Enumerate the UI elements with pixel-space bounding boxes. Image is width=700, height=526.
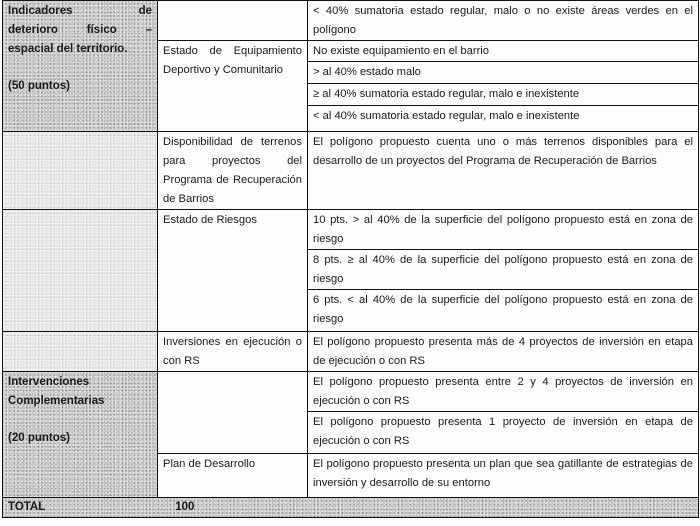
criterion-cell: Disponibilidad de terrenos para proyectos del Programa de Recuperación de Barrios (158, 132, 308, 210)
category-cell-complementarias (3, 372, 158, 498)
table-row (3, 210, 699, 250)
category-points: (20 puntos) (8, 432, 70, 444)
scoring-table (2, 0, 699, 518)
description-cell: El polígono propuesto presenta más de 4 proyectos de inversión en etapa de ejecución o con RS (308, 332, 699, 372)
criterion-cell: Estado de Equipamiento Deportivo y Comunitario (158, 41, 308, 132)
category-cell-empty (3, 132, 158, 210)
criterion-cell: Estado de Riesgos (158, 210, 308, 332)
category-cell-empty (3, 332, 158, 372)
criterion-cell (158, 1, 308, 41)
total-label: TOTAL (8, 501, 46, 513)
category-cell-empty (3, 210, 158, 332)
description-cell: 8 pts. ≥ al 40% de la superficie del polígono propuesto está en zona de riesgo (308, 250, 699, 290)
total-cell (3, 498, 699, 518)
category-title-line: Indicadores de (8, 5, 152, 17)
table-row (3, 372, 699, 412)
category-title-line: espacial del territorio. (8, 43, 128, 55)
description-cell: < al 40% sumatoria estado regular, malo e inexistente (308, 106, 699, 132)
criterion-cell: Plan de Desarrollo (158, 454, 308, 498)
description-cell: El polígono propuesto presenta un plan que sea gatillante de estrategias de inversión y desarrollo de su entorno (308, 454, 699, 498)
table-row (3, 132, 699, 210)
description-cell: El polígono propuesto presenta 1 proyecto de inversión en etapa de ejecución o con RS (308, 412, 699, 454)
category-title-line: deterioro físico – (8, 24, 152, 36)
description-cell: < 40% sumatoria estado regular, malo o no existe áreas verdes en el polígono (308, 1, 699, 41)
category-title-line: Intervenciones (8, 376, 90, 388)
total-row (3, 498, 699, 518)
description-cell: ≥ al 40% sumatoria estado regular, malo e inexistente (308, 84, 699, 106)
description-cell: 6 pts. < al 40% de la superficie del polígono propuesto está en zona de riesgo (308, 290, 699, 332)
table-row (3, 332, 699, 372)
total-value: 100 (175, 501, 195, 513)
table-row (3, 1, 699, 41)
criterion-cell (158, 372, 308, 454)
description-cell: 10 pts. > al 40% de la superficie del polígono propuesto está en zona de riesgo (308, 210, 699, 250)
description-cell: El polígono propuesto cuenta uno o más terrenos disponibles para el desarrollo de un proyectos del Programa de Recuperación de Barrios (308, 132, 699, 210)
description-cell: No existe equipamiento en el barrio (308, 41, 699, 62)
description-cell: > al 40% estado malo (308, 62, 699, 84)
category-points: (50 puntos) (8, 80, 70, 92)
criterion-cell: Inversiones en ejecución o con RS (158, 332, 308, 372)
category-cell-deterioro (3, 1, 158, 132)
category-title-line: Complementarias (8, 395, 105, 407)
description-cell: El polígono propuesto presenta entre 2 y 4 proyectos de inversión en ejecución o con RS (308, 372, 699, 412)
